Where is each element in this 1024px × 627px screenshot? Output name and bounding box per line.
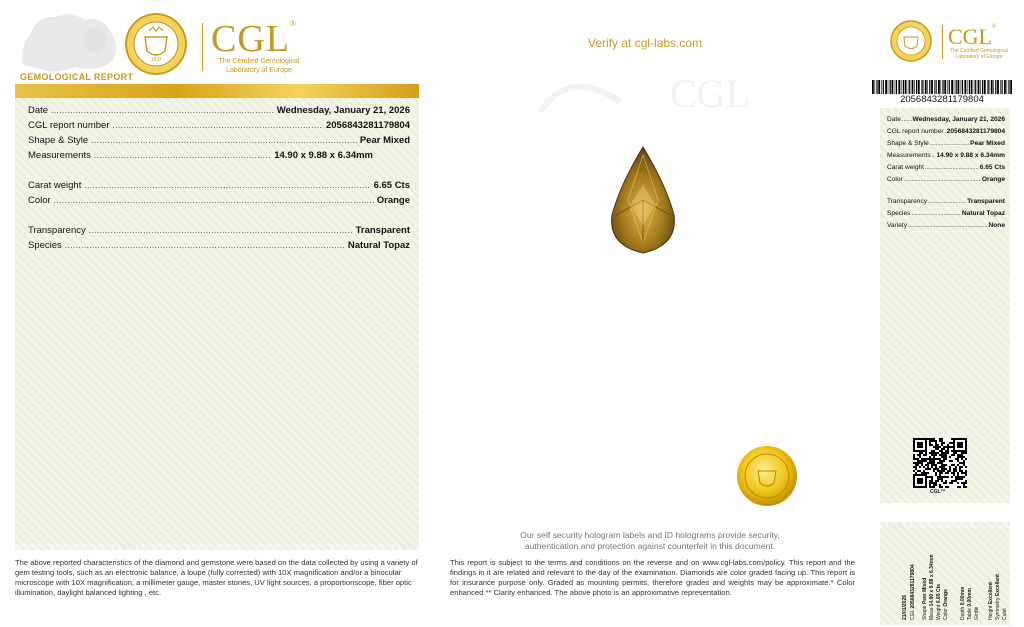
security-note: Our self security hologram labels and ID holograms provide security, authentication and protection against counterfeit in this document. [520,530,780,551]
cgl-logo: CGL® [211,18,298,60]
right-field-species: Species ..... Natural Topaz [887,210,1005,217]
stub-col-number: CGL 2056843281179804 [910,564,916,620]
right-field-transparency: Transparency ..... Transparent [887,198,1005,205]
center-disclaimer: This report is subject to the terms and conditions on the reverse and on www.cgl-labs.com/policy. This report and the findings in it are related and relevant to the day of the examination. Diamonds are color graded facing up. This report is for insurance purpose only. Graded as mounting permits, therefore grades and weights may be approximate.* Color enhanced ** Clarity enhanced. The above photo is an approximative representation. [450,558,855,597]
cgl-subtitle: The Certified Gemological Laboratory of Europe [218,58,300,74]
stub-col-id: 21/01/2026 [902,594,908,620]
europe-map-watermark-icon [15,5,125,75]
barcode-number: 2056843281179804 [900,94,984,105]
qr-label: CGL™ [930,489,946,495]
stub-col-culet: Culet [1002,608,1008,620]
stub-col-table: Table 0.00mm [967,588,973,620]
qr-code-icon[interactable] [913,438,967,488]
stub-col-symmetry: Symmetry Excellent [995,574,1001,620]
report-panel [15,98,419,550]
field-transparency: Transparency ..... Transparent [28,225,410,236]
cgl-subtitle-small: The Certified Gemological Laboratory of Europe [950,48,1008,60]
field-color: Color ..... Orange [28,195,410,206]
cgl-logo-small: CGL® [948,24,997,49]
logo-divider [202,23,203,71]
left-disclaimer: The above reported characteristics of the diamond and gemstone were based on the data collected by using a variety of gem testing tools, such as an electronic balance, a loupe (fully corrected) with 10X magnification and/or a binocular microscope with 10X magnification, a millimeter gauge, master stones, UV light sources, a proportionscope, fiber optic illumination, daylight balanced lighting , etc. [15,558,418,597]
svg-text:CGL: CGL [670,71,750,112]
field-carat-weight: Carat weight ..... 6.65 Cts [28,180,410,191]
cgl-watermark-icon [530,62,750,112]
right-field-report-number: CGL report number ..... 2056843281179804 [887,128,1005,135]
right-field-date: Date ..... Wednesday, January 21, 2026 [887,116,1005,123]
right-field-shape-style: Shape & Style ..... Pear Mixed [887,140,1005,147]
stub-col-meas: Meas 14.90 x 9.88 x 6.34mm [929,554,935,620]
stub-col-shape: Shape Pear Mixed [922,577,928,620]
pear-gemstone-photo-icon [608,145,678,255]
field-report-number: CGL report number ..... 2056843281179804 [28,120,410,131]
field-shape-style: Shape & Style ..... Pear Mixed [28,135,410,146]
barcode-icon [872,80,1012,94]
section-label: GEMOLOGICAL REPORT [20,72,134,82]
field-measurements: Measurements ..... 14.90 x 9.88 x 6.34mm [28,150,373,161]
right-logo-divider [942,25,943,59]
stub-col-weight: Weight 6.65 Cts [936,583,942,620]
stub-col-height: Height Excellent [988,582,994,620]
seal-year-text: 19 D [150,57,162,63]
gold-header-bar [15,84,419,98]
field-date: Date ..... Wednesday, January 21, 2026 [28,105,410,116]
stub-col-girdle: Girdle [974,606,980,620]
field-species: Species ..... Natural Topaz [28,240,410,251]
gold-hologram-seal-icon [736,445,798,507]
right-field-measurements: Measurements ..... 14.90 x 9.88 x 6.34mm [887,152,1005,159]
report-stub [880,522,1010,625]
cgl-seal-icon [125,13,187,75]
stub-col-depth: Depth 0.00mm [960,586,966,620]
right-field-carat-weight: Carat weight ..... 6.65 Cts [887,164,1005,171]
stub-col-color: Color Orange [943,589,949,620]
cgl-seal-small-icon [890,20,932,62]
verify-link[interactable]: Verify at cgl-labs.com [588,36,703,50]
right-field-color: Color ..... Orange [887,176,1005,183]
right-field-variety: Variety ..... None [887,222,1005,229]
